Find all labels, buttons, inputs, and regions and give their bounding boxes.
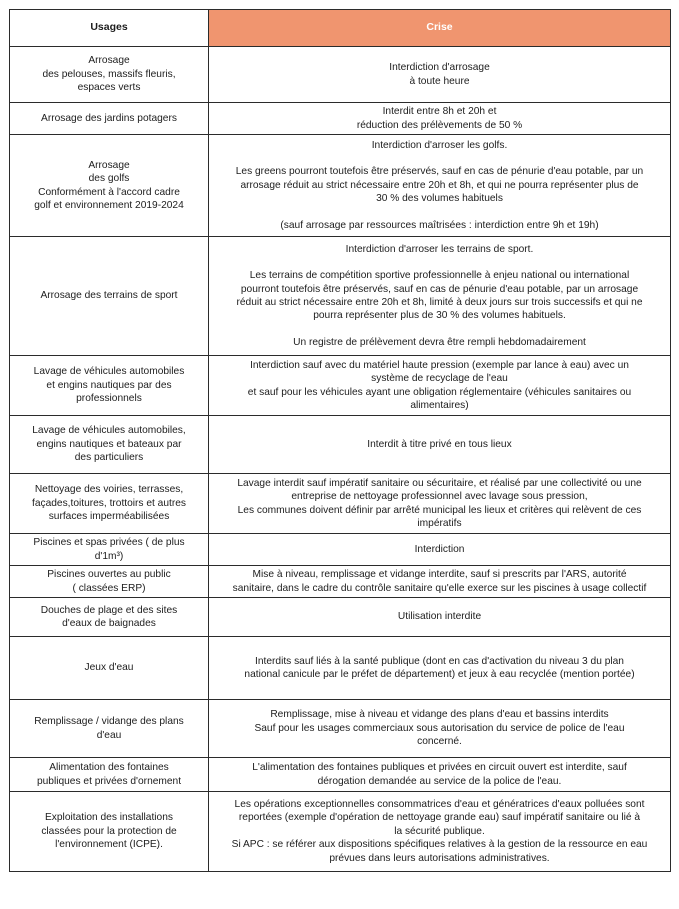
- text-line: golf et environnement 2019-2024: [34, 199, 184, 211]
- table-row: [10, 135, 671, 237]
- text-line: Mise à niveau, remplissage et vidange interdite, sauf si prescrits par l'ARS, autorité: [252, 569, 627, 581]
- text-line: surfaces imperméabilisées: [48, 511, 170, 523]
- text-line: Interdiction d'arroser les terrains de sport.: [345, 243, 534, 255]
- text-line: espaces verts: [77, 82, 141, 94]
- text-line: prévues dans leurs autorisations administratives.: [329, 852, 550, 864]
- text-line: Jeux d'eau: [84, 662, 134, 674]
- text-line: à toute heure: [409, 75, 470, 87]
- crise-cell: [209, 700, 671, 758]
- text-line: Interdit à titre privé en tous lieux: [367, 438, 512, 450]
- text-line: Interdiction sauf avec du matériel haute pression (exemple par lance à eau) avec un: [250, 359, 629, 371]
- blank-line: [213, 256, 666, 269]
- usage-cell: [10, 416, 209, 474]
- text-line: Interdiction d'arrosage: [389, 62, 490, 74]
- table-row: [10, 474, 671, 534]
- restrictions-table: [9, 9, 671, 872]
- text-line: Douches de plage et des sites: [40, 604, 178, 616]
- text-line: Lavage interdit sauf impératif sanitaire ou sécuritaire, et réalisé par une collectivité ou une: [237, 477, 642, 489]
- table-row: [10, 637, 671, 700]
- text-line: Lavage de véhicules automobiles: [33, 366, 185, 378]
- text-line: façades,toitures, trottoirs et autres: [31, 497, 187, 509]
- text-line: impératifs: [417, 517, 462, 529]
- text-line: la sécurité publique.: [394, 825, 485, 837]
- text-line: concerné.: [417, 736, 462, 748]
- text-line: Arrosage des jardins potagers: [41, 112, 177, 124]
- usage-cell: [10, 474, 209, 534]
- text-line: Exploitation des installations: [45, 812, 173, 824]
- crise-cell: [209, 416, 671, 474]
- text-line: Interdits sauf liés à la santé publique (dont en cas d'activation du niveau 3 du plan: [255, 655, 624, 667]
- usage-cell: [10, 792, 209, 872]
- text-line: Les opérations exceptionnelles consommatrices d'eau et génératrices d'eaux polluées sont: [234, 798, 645, 810]
- text-line: pourront toutefois être préservés, sauf en cas de pénurie d'eau potable, par un arrosage: [240, 283, 639, 295]
- text-line: Alimentation des fontaines: [49, 762, 169, 774]
- crise-cell: [209, 534, 671, 566]
- text-line: sanitaire, dans le cadre du contrôle sanitaire qu'elle exerce sur les piscines à usage collectif: [232, 582, 647, 594]
- crise-cell: [209, 103, 671, 135]
- text-line: d'1m³): [94, 550, 124, 562]
- crise-cell: [209, 792, 671, 872]
- crise-cell: [209, 566, 671, 598]
- text-line: Piscines et spas privées ( de plus: [33, 537, 185, 549]
- text-line: dérogation demandée au service de la police de l'eau.: [317, 775, 562, 787]
- table-row: [10, 534, 671, 566]
- usage-cell: [10, 237, 209, 356]
- text-line: l'environnement (ICPE).: [55, 839, 163, 851]
- text-line: des particuliers: [74, 452, 144, 464]
- text-line: Piscines ouvertes au public: [47, 569, 171, 581]
- text-line: Arrosage: [88, 159, 130, 171]
- text-line: entreprise de nettoyage professionnel avec lavage sous pression,: [291, 491, 588, 503]
- text-line: des golfs: [88, 173, 130, 185]
- table-row: [10, 566, 671, 598]
- text-line: réduit au strict nécessaire entre 20h et 8h, limité à deux jours sur trois successifs et qui ne: [236, 297, 643, 308]
- table-row: [10, 758, 671, 792]
- usage-cell: [10, 566, 209, 598]
- crise-cell: [209, 637, 671, 700]
- text-line: reportées (exemple d'opération de nettoyage grande eau) sauf impératif sanitaire ou lié à: [238, 812, 641, 824]
- text-line: L'alimentation des fontaines publiques et privées en circuit ouvert est interdite, sauf: [252, 762, 627, 774]
- table-row: [10, 700, 671, 758]
- usage-cell: [10, 135, 209, 237]
- text-line: alimentaires): [410, 399, 469, 411]
- usage-cell: [10, 700, 209, 758]
- text-line: d'eau: [96, 729, 122, 741]
- text-line: d'eaux de baignades: [62, 618, 156, 629]
- table-row: [10, 103, 671, 135]
- text-line: Remplissage, mise à niveau et vidange des plans d'eau et bassins interdits: [270, 709, 609, 721]
- text-line: des pelouses, massifs fleuris,: [42, 68, 176, 80]
- usage-cell: [10, 534, 209, 566]
- text-line: Sauf pour les usages commerciaux sous autorisation du service de police de l'eau: [254, 722, 625, 734]
- crise-cell: [209, 356, 671, 416]
- text-line: professionnels: [76, 393, 142, 405]
- blank-line: [213, 206, 666, 219]
- table-row: [10, 416, 671, 474]
- crise-cell: [209, 474, 671, 534]
- table-row: [10, 47, 671, 103]
- header-crise: Crise: [209, 10, 671, 47]
- text-line: réduction des prélèvements de 50 %: [356, 119, 523, 131]
- text-line: Un registre de prélèvement devra être rempli hebdomadairement: [293, 336, 586, 348]
- text-line: national canicule par le préfet de département) et jeux à eau recyclée (mention portée): [244, 669, 635, 680]
- text-line: 30 % des volumes habituels: [376, 193, 503, 205]
- text-line: Interdiction d'arroser les golfs.: [371, 139, 508, 151]
- usage-cell: [10, 598, 209, 637]
- text-line: Les greens pourront toutefois être préservés, sauf en cas de pénurie d'eau potable, par un: [235, 166, 644, 178]
- text-line: publiques et privées d'ornement: [36, 775, 182, 787]
- text-line: Si APC : se référer aux dispositions spécifiques relatives à la gestion de la ressource en eau: [231, 839, 648, 851]
- text-line: (sauf arrosage par ressources maîtrisées : interdiction entre 9h et 19h): [280, 219, 599, 231]
- usage-cell: [10, 103, 209, 135]
- table-row: [10, 598, 671, 637]
- usage-cell: [10, 637, 209, 700]
- text-line: Les communes doivent définir par arrêté municipal les lieux et critères qui relèvent de ces: [237, 504, 642, 516]
- crise-cell: [209, 598, 671, 637]
- header-row: [10, 10, 671, 47]
- text-line: Conformément à l'accord cadre: [38, 186, 180, 198]
- table-row: [10, 237, 671, 356]
- text-line: Remplissage / vidange des plans: [34, 716, 184, 728]
- text-line: et engins nautiques par des: [46, 379, 172, 391]
- header-usages: Usages: [10, 10, 209, 47]
- blank-line: [213, 323, 666, 336]
- text-line: pourra représenter plus de 30 % des volumes habituels.: [313, 310, 566, 322]
- text-line: engins nautiques et bateaux par: [36, 438, 182, 450]
- text-line: Arrosage: [88, 55, 130, 67]
- text-line: système de recyclage de l'eau: [371, 373, 508, 385]
- text-line: classées pour la protection de: [41, 825, 177, 837]
- text-line: Arrosage des terrains de sport: [40, 290, 178, 302]
- crise-cell: [209, 47, 671, 103]
- text-line: Les terrains de compétition sportive professionnelle à enjeu national ou international: [249, 270, 630, 282]
- text-line: ( classées ERP): [72, 582, 146, 594]
- text-line: Interdit entre 8h et 20h et: [382, 106, 497, 118]
- table-row: [10, 356, 671, 416]
- crise-cell: [209, 237, 671, 356]
- text-line: Nettoyage des voiries, terrasses,: [34, 484, 184, 496]
- text-line: Utilisation interdite: [397, 611, 482, 623]
- blank-line: [213, 152, 666, 165]
- usage-cell: [10, 758, 209, 792]
- table-row: [10, 792, 671, 872]
- text-line: et sauf pour les véhicules ayant une obligation réglementaire (véhicules sanitaires ou: [247, 386, 632, 398]
- text-line: arrosage réduit au strict nécessaire entre 20h et 8h, et qui ne pourra représenter plus de: [240, 179, 639, 191]
- text-line: Interdiction: [414, 543, 465, 555]
- text-line: Lavage de véhicules automobiles,: [32, 425, 186, 437]
- crise-cell: [209, 758, 671, 792]
- usage-cell: [10, 356, 209, 416]
- table-body: [10, 47, 671, 872]
- crise-cell: [209, 135, 671, 237]
- usage-cell: [10, 47, 209, 103]
